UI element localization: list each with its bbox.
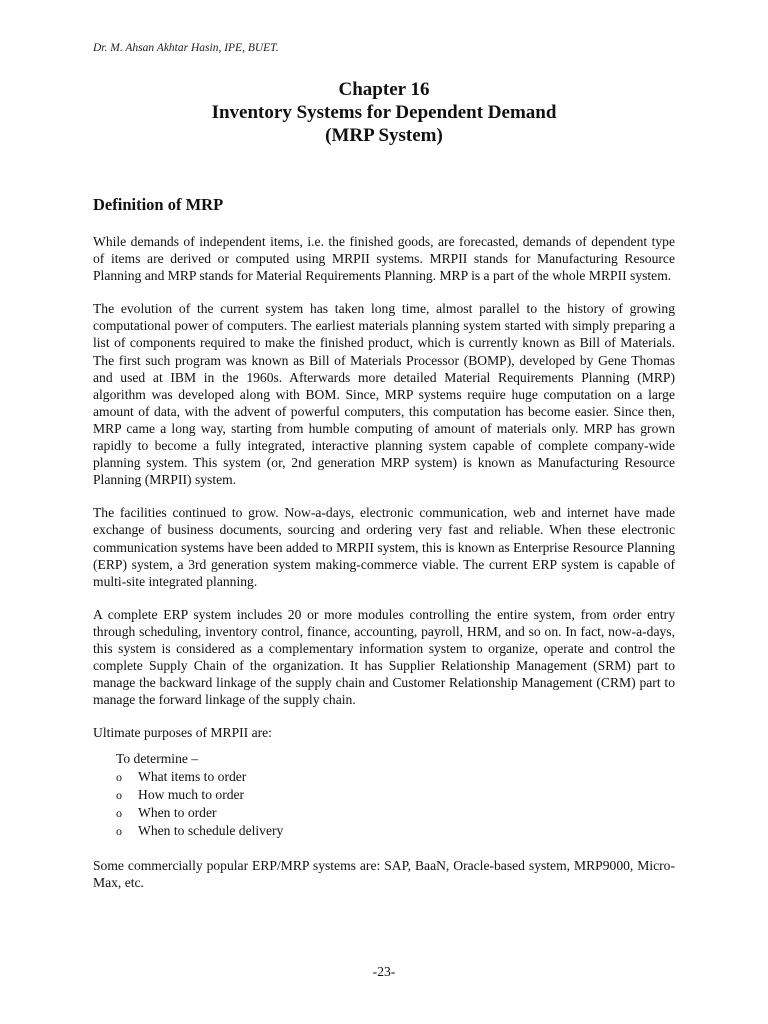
list-item	[116, 804, 675, 822]
list-item	[116, 786, 675, 804]
bullet-marker: o	[116, 787, 122, 802]
list-item-text: When to schedule delivery	[138, 822, 284, 838]
closing-paragraph: Some commercially popular ERP/MRP systems are: SAP, BaaN, Oracle-based system, MRP9000, Micro-Max, etc.	[93, 857, 675, 890]
body-text	[93, 233, 675, 907]
paragraph: A complete ERP system includes 20 or more modules controlling the entire system, from order entry through scheduling, inventory control, finance, accounting, payroll, HRM, and so on. In fact, now-a-days, this system is considered as a complementary information system to organize, operate and control the complete Supply Chain of the organization. It has Supplier Relationship Management (SRM) part to manage the backward linkage of the supply chain and Customer Relationship Management (CRM) part to manage the forward linkage of the supply chain.	[93, 606, 675, 708]
bullet-marker: o	[116, 823, 122, 838]
paragraph: The evolution of the current system has taken long time, almost parallel to the history of growing computational power of computers. The earliest materials planning system started with simply preparing a list of components required to make the finished product, which is currently known as Bill of Materials. The first such program was known as Bill of Materials Processor (BOMP), developed by Gene Thomas and used at IBM in the 1960s. Afterwards more detailed Material Requirements Planning (MRP) algorithm was developed along with BOM. Since, MRP systems require huge computation on a large amount of data, with the advent of powerful computers, this computation has become easier. Since then, MRP came a long way, starting from humble computing of amount of materials only. MRP has grown rapidly to become a fully integrated, interactive planning system capable of complete company-wide planning system. This system (or, 2nd generation MRP system) is known as Manufacturing Resource Planning (MRPII) system.	[93, 301, 675, 488]
author-header: Dr. M. Ahsan Akhtar Hasin, IPE, BUET.	[93, 42, 279, 54]
paragraph: The facilities continued to grow. Now-a-days, electronic communication, web and internet have made exchange of business documents, sourcing and ordering very fast and reliable. When these electronic communication systems have been added to MRPII system, this is known as Enterprise Resource Planning (ERP) system, a 3rd generation system making-commerce viable. The current ERP system is capable of multi-site integrated planning.	[93, 505, 675, 589]
bullet-marker: o	[116, 805, 122, 820]
chapter-subtitle: (MRP System)	[325, 125, 443, 146]
paragraph: While demands of independent items, i.e. the finished goods, are forecasted, demands of dependent type of items are derived or computed using MRPII systems. MRPII stands for Manufacturing Resource Planning and MRP stands for Material Requirements Planning. MRP is a part of the whole MRPII system.	[93, 234, 675, 284]
chapter-number: Chapter 16	[338, 79, 430, 100]
purposes-intro: Ultimate purposes of MRPII are:	[93, 725, 272, 741]
list-item-text: When to order	[138, 804, 217, 820]
chapter-title-block	[93, 78, 675, 147]
page-number: -23-	[372, 964, 396, 979]
bullet-marker: o	[116, 769, 122, 784]
purposes-lead: To determine –	[116, 751, 199, 767]
list-item	[116, 822, 675, 840]
list-item-text: What items to order	[138, 768, 247, 784]
section-heading: Definition of MRP	[93, 195, 224, 214]
purposes-list	[116, 750, 675, 839]
list-item	[116, 768, 675, 786]
chapter-title: Inventory Systems for Dependent Demand	[211, 102, 557, 123]
list-item-text: How much to order	[138, 786, 245, 802]
